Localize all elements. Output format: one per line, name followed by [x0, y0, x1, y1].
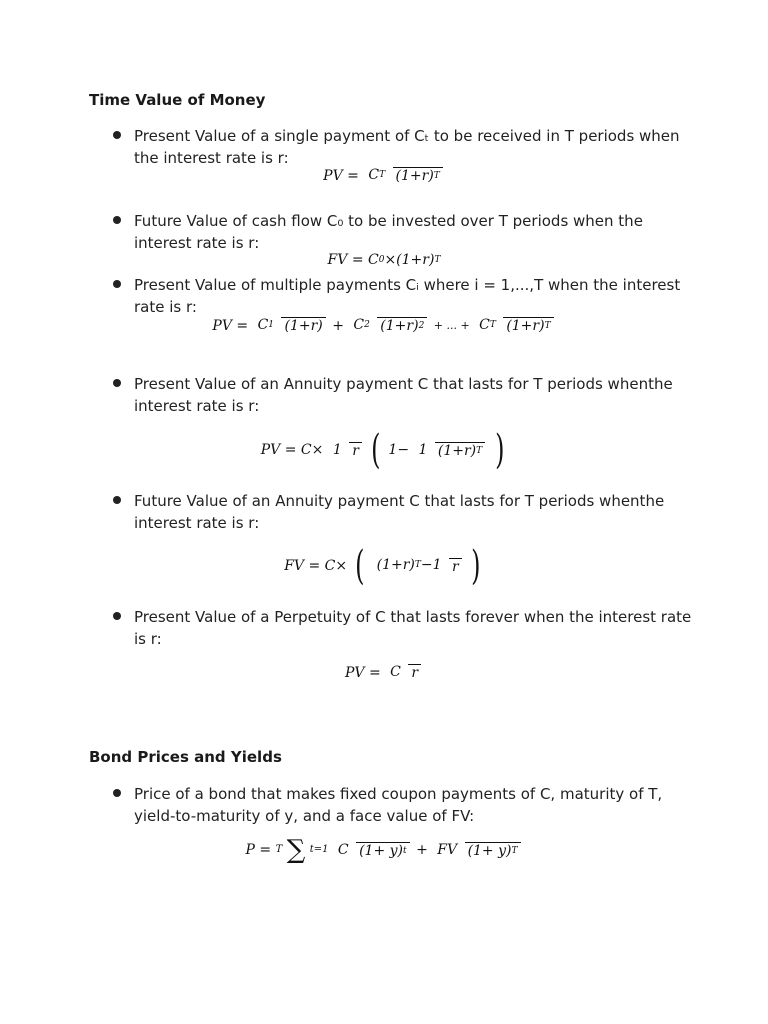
- bullet: [113, 131, 121, 139]
- eq-num-sup: T: [414, 560, 421, 571]
- eq-den-sup: 2: [418, 321, 425, 331]
- eq-den: r: [449, 558, 462, 575]
- bullet: [113, 216, 121, 224]
- left-paren: (: [354, 543, 365, 589]
- bullet: [113, 789, 121, 797]
- item-text: Price of a bond that makes fixed coupon payments of C, maturity of T, yield-to-maturity of y, and a face value of FV:: [134, 785, 663, 825]
- eq-num-sub: 2: [364, 319, 370, 330]
- eq-sub: 0: [378, 255, 385, 265]
- eq-plus: +: [332, 317, 344, 334]
- eq-plus: +: [416, 842, 428, 858]
- eq-lhs: PV = C×: [260, 442, 324, 458]
- eq-fraction: [335, 842, 410, 859]
- eq-fraction: [416, 442, 486, 459]
- bullet: [113, 280, 121, 288]
- eq-ellipsis: + ... +: [433, 319, 470, 332]
- eq-lhs: PV =: [323, 167, 359, 184]
- left-paren: (: [371, 427, 381, 473]
- sum-lower-limit: t=1: [309, 844, 329, 855]
- sigma-symbol: ∑: [286, 835, 306, 865]
- eq-num: (1+r): [376, 557, 415, 574]
- item-text: Present Value of a Perpetuity of C that lasts forever when the interest rate is r:: [134, 608, 692, 648]
- equation-pv-single: [0, 167, 768, 184]
- equation-bond-price: [0, 835, 768, 865]
- right-paren: ): [471, 543, 481, 589]
- equation-pv-annuity: [0, 427, 768, 473]
- eq-lhs: FV = C: [327, 252, 379, 268]
- item-text: Future Value of an Annuity payment C that lasts for T periods whenthe interest rate is r:: [134, 492, 665, 532]
- eq-num: 1: [418, 441, 428, 458]
- section-heading-bond-prices: Bond Prices and Yields: [89, 748, 282, 766]
- right-paren: ): [494, 427, 505, 473]
- eq-fraction: [350, 317, 427, 334]
- eq-num-sub: T: [379, 169, 386, 180]
- item-text: Present Value of an Annuity payment C that lasts for T periods whenthe interest rate is r:: [134, 375, 673, 415]
- eq-num: C: [257, 316, 269, 333]
- eq-den-sup: T: [544, 321, 551, 331]
- eq-den-sup: T: [476, 445, 483, 456]
- eq-num-rest: −1: [420, 557, 442, 574]
- eq-num: C: [353, 316, 365, 333]
- eq-fraction: [330, 442, 362, 459]
- section-heading-time-value: Time Value of Money: [89, 91, 266, 109]
- item-text: Present Value of multiple payments Cᵢ where i = 1,...,T when the interest rate is r:: [134, 276, 681, 316]
- eq-inner: 1−: [388, 442, 410, 458]
- equation-fv-cashflow: [0, 252, 768, 268]
- bullet: [113, 612, 121, 620]
- eq-fraction: [434, 842, 520, 859]
- equation-fv-annuity: [0, 543, 768, 589]
- eq-den: (1+r): [380, 318, 419, 334]
- summation: [275, 835, 329, 865]
- eq-den: (1+r): [284, 318, 323, 334]
- eq-den-sup: T: [433, 171, 440, 181]
- eq-den: (1+r): [395, 168, 434, 184]
- eq-num: C: [390, 664, 401, 680]
- eq-fraction: [255, 317, 326, 334]
- equation-pv-multiple: [0, 317, 768, 334]
- sum-upper-limit: T: [275, 844, 283, 855]
- eq-num: C: [368, 166, 380, 183]
- eq-fraction: [374, 558, 462, 575]
- eq-num: C: [479, 316, 490, 333]
- eq-fraction: [365, 167, 442, 184]
- eq-den-sup: T: [511, 845, 518, 856]
- eq-den: (1+r): [506, 318, 545, 334]
- eq-lhs: FV = C×: [284, 558, 348, 574]
- eq-lhs: PV =: [212, 317, 249, 334]
- bullet: [113, 379, 121, 387]
- eq-sup: T: [434, 255, 441, 265]
- eq-num: 1: [332, 441, 342, 458]
- eq-rest: ×(1+r): [384, 252, 435, 268]
- bullet: [113, 496, 121, 504]
- eq-fraction: [387, 664, 421, 681]
- eq-num: C: [337, 841, 349, 858]
- eq-den: (1+ y): [359, 842, 404, 859]
- item-text: Future Value of cash flow C₀ to be invested over T periods when the interest rate is r:: [134, 212, 643, 252]
- eq-den: (1+ y): [467, 842, 512, 859]
- eq-den: r: [349, 442, 362, 459]
- eq-fraction: [476, 317, 553, 334]
- equation-pv-perpetuity: [0, 664, 768, 681]
- eq-num-sub: 1: [268, 319, 275, 330]
- eq-den: r: [408, 664, 421, 681]
- eq-lhs: P =: [245, 842, 272, 858]
- item-text: Present Value of a single payment of Cₜ to be received in T periods when the interest rate is r:: [134, 127, 680, 167]
- eq-den: (1+r): [437, 442, 477, 459]
- eq-lhs: PV =: [344, 664, 381, 681]
- eq-num: FV: [437, 841, 458, 858]
- eq-den-sup: t: [403, 845, 407, 856]
- eq-num-sub: T: [489, 319, 496, 330]
